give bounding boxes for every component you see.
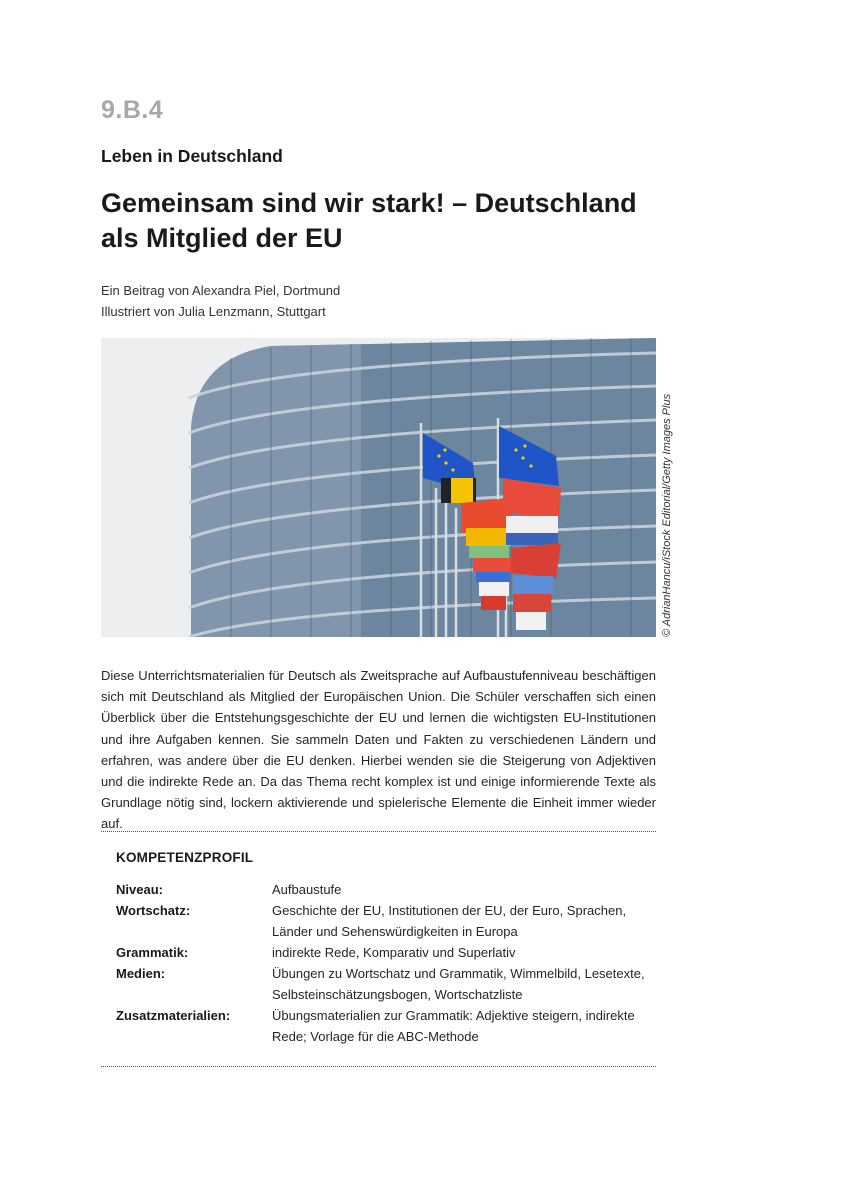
divider-top	[101, 831, 656, 832]
photo-credit: © AdrianHancu/iStock Editorial/Getty Images Plus	[661, 393, 673, 637]
divider-bottom	[101, 1066, 656, 1067]
kp-value: Übungen zu Wortschatz und Grammatik, Wimmelbild, Lesetexte, Selbsteinschätzungsbogen, Wortschatzliste	[272, 966, 645, 1002]
kp-label: Grammatik:	[116, 945, 189, 960]
kp-row-wortschatz	[116, 900, 646, 942]
kompetenzprofil-heading: KOMPETENZPROFIL	[116, 850, 254, 865]
intro-paragraph: Diese Unterrichtsmaterialien für Deutsch als Zweitsprache auf Aufbaustufenniveau beschäftigen sich mit Deutschland als Mitglied der Europäischen Union. Die Schüler verschaffen sich einen Überblick über die Entstehungsgeschichte der EU und lernen die wichtigsten EU-Institutionen und ihre Aufgaben kennen. Sie sammeln Daten und Fakten zu verschiedenen Ländern und erfahren, was andere über die EU denken. Hierbei wenden sie die Steigerung von Adjektiven und die indirekte Rede an. Da das Thema recht komplex ist und einige informierende Texte als Grundlage nötig sind, lockern aktivierende und spielerische Elemente die Einheit immer wieder auf.	[101, 668, 656, 832]
kompetenzprofil-table	[116, 879, 646, 1047]
kp-row-medien	[116, 963, 646, 1005]
illustrator-line: Illustriert von Julia Lenzmann, Stuttgart	[101, 304, 326, 319]
page-title: Gemeinsam sind wir stark! – Deutschland als Mitglied der EU	[101, 188, 637, 253]
kp-label: Niveau:	[116, 882, 163, 897]
kp-label: Wortschatz:	[116, 903, 191, 918]
kp-value: Geschichte der EU, Institutionen der EU, der Euro, Sprachen, Länder und Sehenswürdigkeiten in Europa	[272, 903, 627, 939]
kp-row-grammatik	[116, 942, 646, 963]
kp-label: Medien:	[116, 966, 166, 981]
kp-row-niveau	[116, 879, 646, 900]
cover-photo	[101, 338, 656, 637]
kp-value: Übungsmaterialien zur Grammatik: Adjektive steigern, indirekte Rede; Vorlage für die ABC-Methode	[272, 1008, 635, 1044]
kp-value: indirekte Rede, Komparativ und Superlativ	[272, 945, 516, 960]
kp-label: Zusatzmaterialien:	[116, 1008, 231, 1023]
eu-parliament-illustration	[101, 338, 656, 637]
series-title: Leben in Deutschland	[101, 146, 283, 166]
kp-value: Aufbaustufe	[272, 882, 342, 897]
kp-row-zusatzmaterialien	[116, 1005, 646, 1047]
author-line: Ein Beitrag von Alexandra Piel, Dortmund	[101, 283, 341, 298]
credits	[101, 280, 340, 322]
unit-code: 9.B.4	[101, 96, 164, 124]
